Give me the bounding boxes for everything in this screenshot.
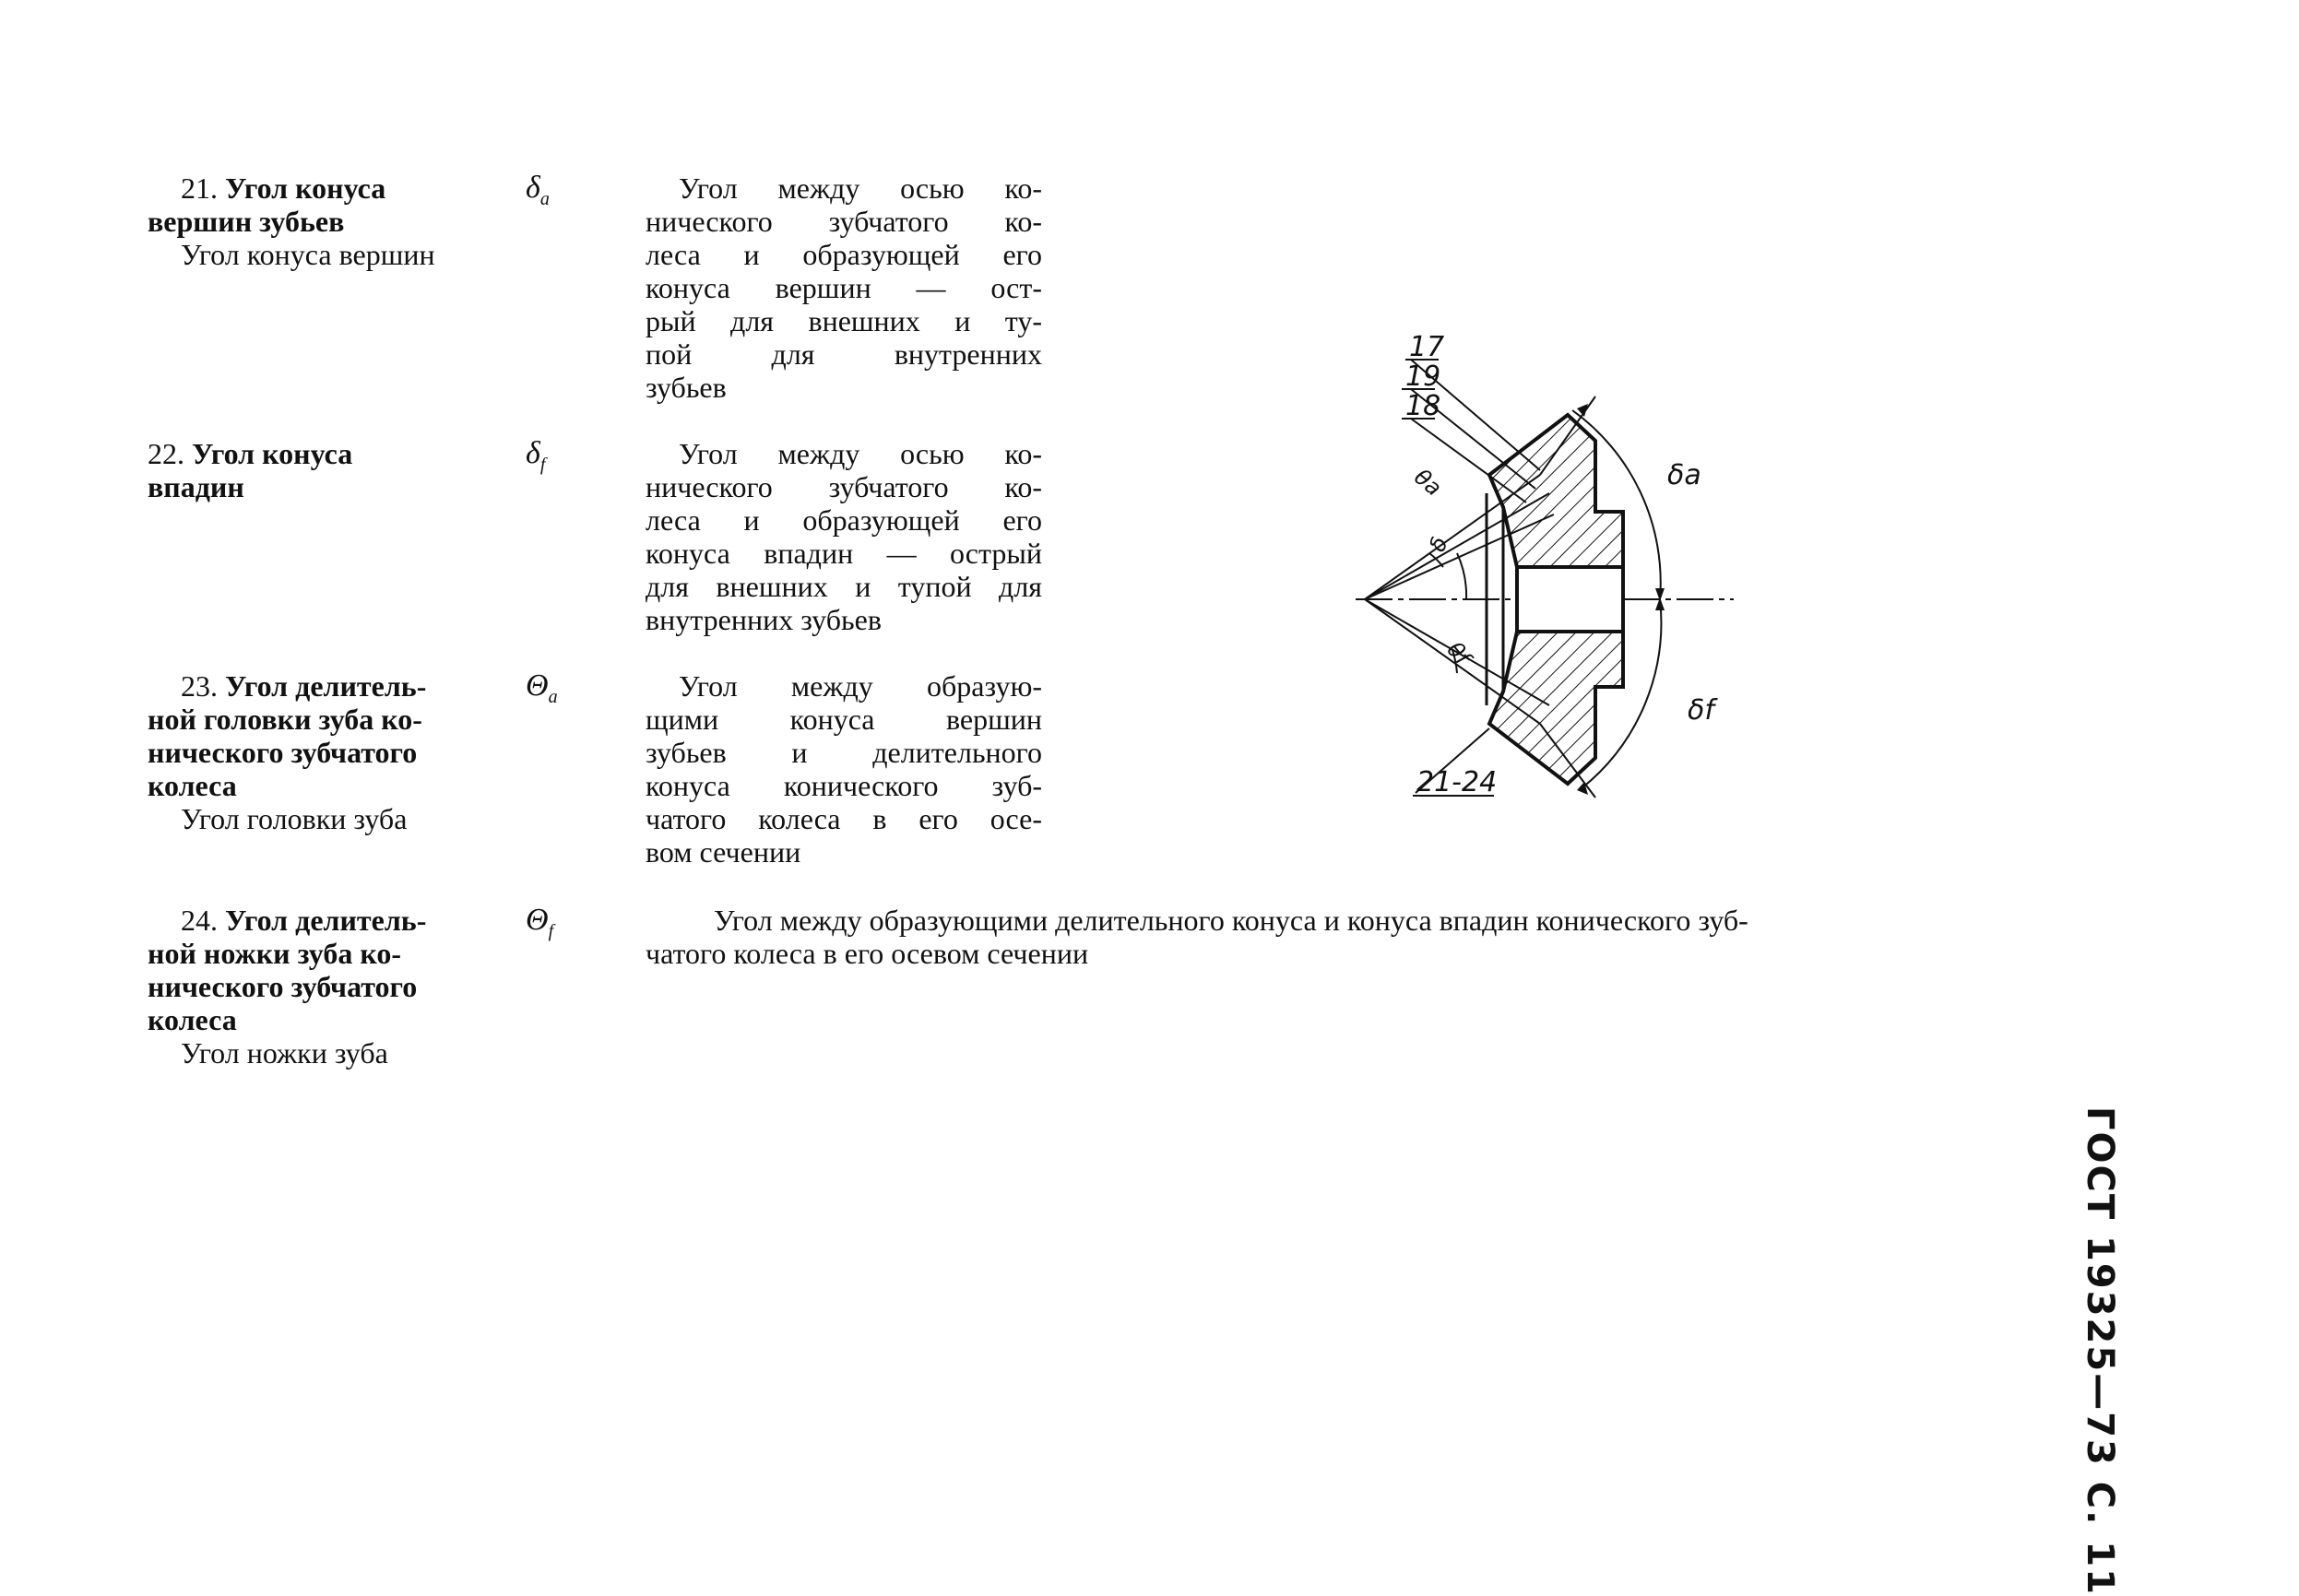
label-17: 17 — [1409, 331, 1445, 363]
term-title-line: колеса — [148, 1003, 237, 1036]
gear-bore — [1517, 567, 1623, 632]
label-18: 18 — [1405, 390, 1441, 422]
definition-line: конуса впадин — острый — [646, 537, 1042, 570]
bevel-gear-section-figure — [1328, 332, 1734, 830]
term-24 — [148, 904, 516, 1070]
label-19: 19 — [1405, 361, 1441, 393]
label-range-21-24: 21-24 — [1416, 766, 1498, 798]
definition-line: леса и образующей его — [646, 238, 1042, 271]
term-title-line: впадин — [148, 470, 244, 503]
term-number: 24. — [181, 904, 218, 937]
delta-arc — [1457, 553, 1466, 599]
term-title-line: Угол делитель- — [225, 904, 427, 937]
definition-line: для внешних и тупой для — [646, 570, 1042, 603]
definition-line: Угол между осью ко- — [679, 171, 1042, 205]
term-22 — [148, 437, 516, 503]
label-delta-a: δa — [1667, 459, 1701, 491]
label-delta: δ — [1424, 533, 1453, 556]
term-alternative: Угол головки зуба — [181, 802, 408, 835]
term-number: 22. — [148, 437, 184, 470]
definition-line: пой для внутренних — [646, 337, 1042, 371]
definition-line: чатого колеса в его осевом сечении — [646, 937, 1089, 970]
definition-22 — [646, 437, 1042, 636]
definition-line: щими конуса вершин — [646, 703, 1042, 736]
definition-line: Угол между образующими делительного конуса и конуса впадин конического зуб- — [714, 904, 1748, 937]
term-number: 23. — [181, 669, 218, 703]
term-alternative: Угол конуса вершин — [181, 238, 435, 271]
definition-line: зубьев — [646, 371, 727, 404]
page-footer-gost: ГОСТ 19325—73 С. 11 — [2079, 1106, 2121, 1596]
definition-line: внутренних зубьев — [646, 603, 882, 636]
definition-21 — [646, 171, 1042, 404]
definition-line: рый для внешних и ту- — [646, 304, 1042, 337]
term-title-line: ной ножки зуба ко- — [148, 937, 402, 970]
term-title-line: Угол делитель- — [225, 669, 427, 703]
label-theta-f: θf — [1441, 636, 1475, 670]
term-21 — [148, 171, 516, 271]
term-title-line: нического зубчатого — [148, 970, 418, 1003]
term-23 — [148, 669, 516, 835]
definition-line: Угол между осью ко- — [679, 437, 1042, 470]
definition-line: конуса вершин — ост- — [646, 271, 1042, 304]
term-alternative: Угол ножки зуба — [181, 1036, 388, 1070]
symbol-delta-a: $\delta_a$ — [526, 171, 550, 209]
label-delta-f: δf — [1688, 694, 1714, 727]
symbol-theta-f: $\Theta_f$ — [526, 903, 554, 941]
term-title-line: нического зубчатого — [148, 736, 418, 769]
definition-line: вом сечении — [646, 835, 801, 869]
gear-body-lower — [1489, 632, 1623, 784]
definition-line: Угол между образую- — [679, 669, 1042, 703]
definition-line: нического зубчатого ко- — [646, 205, 1042, 238]
definition-line: леса и образующей его — [646, 503, 1042, 537]
gear-drawing-svg — [1328, 332, 1734, 830]
term-title-line: ной головки зуба ко- — [148, 703, 422, 736]
term-title-line: вершин зубьев — [148, 205, 345, 238]
term-number: 21. — [181, 171, 218, 205]
symbol-theta-a: $\Theta_a$ — [526, 668, 558, 707]
term-title-line: Угол конуса — [225, 171, 386, 205]
symbol-delta-f: $\delta_f$ — [526, 436, 546, 475]
label-theta-a: θa — [1409, 464, 1447, 502]
definition-line: конуса конического зуб- — [646, 769, 1042, 802]
definition-line: нического зубчатого ко- — [646, 470, 1042, 503]
definition-line: чатого колеса в его осе- — [646, 802, 1042, 835]
term-title-line: колеса — [148, 769, 237, 802]
definition-line: зубьев и делительного — [646, 736, 1042, 769]
term-title-line: Угол конуса — [192, 437, 353, 470]
definition-24 — [646, 904, 2047, 970]
definition-23 — [646, 669, 1042, 869]
